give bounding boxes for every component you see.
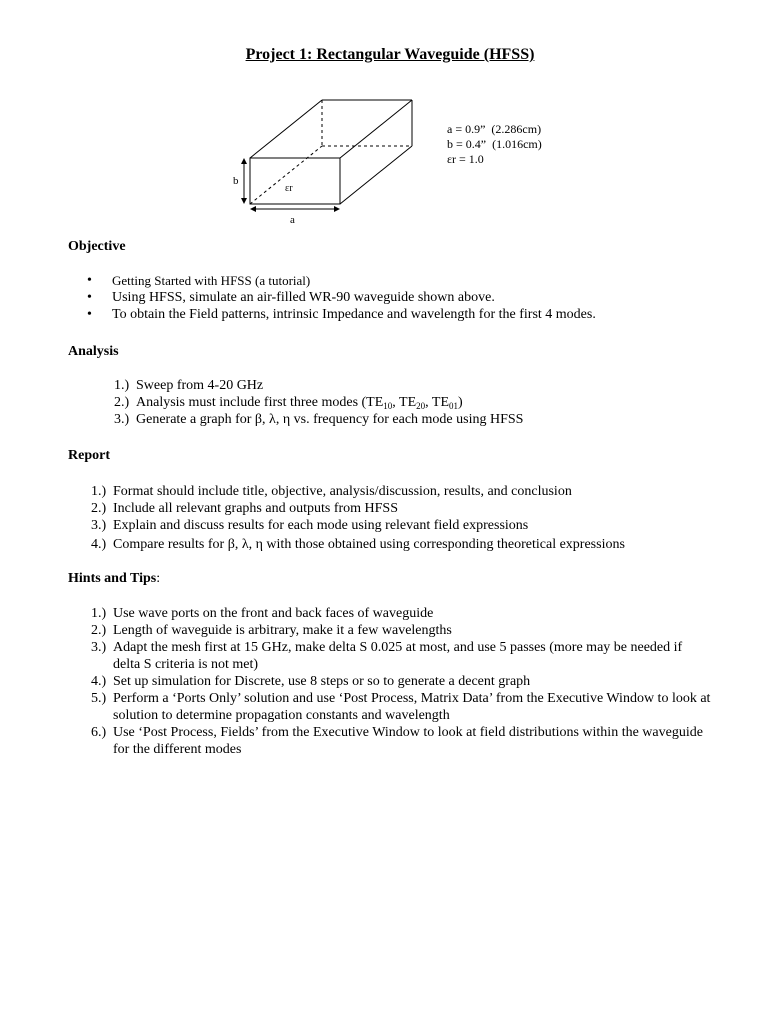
list-item xyxy=(91,724,711,758)
item-number: 2.) xyxy=(91,501,107,516)
item-number: 4.) xyxy=(91,674,107,689)
item-text: Generate a graph for β, λ, η vs. frequency for each mode using HFSS xyxy=(136,412,524,427)
waveguide-parameters xyxy=(447,122,542,167)
hints-heading-colon: : xyxy=(156,571,161,586)
param-a: a = 0.9” (2.286cm) xyxy=(447,122,542,136)
list-item xyxy=(114,394,714,411)
label-epsilon-r: εr xyxy=(285,183,293,194)
b-arrow-up xyxy=(241,158,247,164)
label-b: b xyxy=(233,175,239,187)
list-item xyxy=(91,500,711,517)
item-text: , TE xyxy=(392,395,417,410)
top-left-edge xyxy=(250,100,322,158)
item-number: 2.) xyxy=(114,395,130,410)
item-text: Use wave ports on the front and back faces of waveguide xyxy=(113,606,434,621)
item-number: 2.) xyxy=(91,623,107,638)
list-item xyxy=(91,673,711,690)
hints-list xyxy=(91,605,711,758)
hints-heading-text: Hints and Tips xyxy=(68,571,157,586)
top-right-edge xyxy=(340,100,412,158)
objective-list xyxy=(68,272,596,323)
item-text: Format should include title, objective, analysis/discussion, results, and conclusion xyxy=(113,484,572,499)
item-text: Sweep from 4-20 GHz xyxy=(136,378,264,393)
label-a: a xyxy=(290,214,295,226)
item-number: 3.) xyxy=(91,640,107,655)
item-text: Compare results for β, λ, η with those obtained using corresponding theoretical expressions xyxy=(113,537,625,552)
item-text: Include all relevant graphs and outputs from HFSS xyxy=(113,501,399,516)
item-text: , TE xyxy=(425,395,450,410)
item-number: 3.) xyxy=(114,412,130,427)
item-number: 6.) xyxy=(91,725,107,740)
item-number: 5.) xyxy=(91,691,107,706)
item-text: Length of waveguide is arbitrary, make it a few wavelengths xyxy=(113,623,452,638)
param-er: εr = 1.0 xyxy=(447,152,484,166)
item-text: ) xyxy=(458,395,463,410)
item-number: 1.) xyxy=(91,606,107,621)
list-item xyxy=(91,690,711,724)
item-text: Analysis must include first three modes (TE xyxy=(136,395,384,410)
item-text: Use ‘Post Process, Fields’ from the Executive Window to look at field distributions within the waveguide for the different modes xyxy=(113,725,703,757)
a-arrow-left xyxy=(250,206,256,212)
waveguide-diagram xyxy=(228,92,428,232)
list-item: • Getting Started with HFSS (a tutorial) xyxy=(68,272,596,289)
list-item xyxy=(91,605,711,622)
report-heading: Report xyxy=(68,448,110,463)
item-number: 3.) xyxy=(91,518,107,533)
list-item xyxy=(114,411,714,428)
item-number: 1.) xyxy=(114,378,130,393)
list-item xyxy=(91,483,711,500)
item-text: Explain and discuss results for each mode using relevant field expressions xyxy=(113,518,529,533)
hidden-diagonal-edge xyxy=(250,146,322,204)
front-face xyxy=(250,158,340,204)
list-item xyxy=(91,639,711,673)
list-item xyxy=(114,377,714,394)
list-item xyxy=(91,622,711,639)
hints-heading xyxy=(68,571,160,587)
analysis-list xyxy=(114,377,714,428)
bottom-right-edge xyxy=(340,146,412,204)
report-list xyxy=(91,483,711,553)
item-text: Perform a ‘Ports Only’ solution and use ‘Post Process, Matrix Data’ from the Executive Window to look at solution to determine propagation constants and wavelength xyxy=(113,691,711,723)
item-number: 4.) xyxy=(91,537,107,552)
b-arrow-down xyxy=(241,198,247,204)
item-text: Set up simulation for Discrete, use 8 steps or so to generate a decent graph xyxy=(113,674,531,689)
mode-subscript: 10 xyxy=(383,401,393,411)
a-arrow-right xyxy=(334,206,340,212)
list-item xyxy=(91,536,711,553)
list-item: • To obtain the Field patterns, intrinsic Impedance and wavelength for the first 4 modes. xyxy=(68,306,596,323)
list-item xyxy=(91,517,711,534)
mode-subscript: 01 xyxy=(449,401,459,411)
item-number: 1.) xyxy=(91,484,107,499)
param-b: b = 0.4” (1.016cm) xyxy=(447,137,542,151)
objective-heading: Objective xyxy=(68,239,126,254)
mode-subscript: 20 xyxy=(416,401,426,411)
page-title: Project 1: Rectangular Waveguide (HFSS) xyxy=(245,46,535,63)
analysis-heading: Analysis xyxy=(68,344,119,359)
item-text: Adapt the mesh first at 15 GHz, make delta S 0.025 at most, and use 5 passes (more may be needed if delta S criteria is not met) xyxy=(113,640,683,672)
list-item: • Using HFSS, simulate an air-filled WR-90 waveguide shown above. xyxy=(68,289,596,306)
